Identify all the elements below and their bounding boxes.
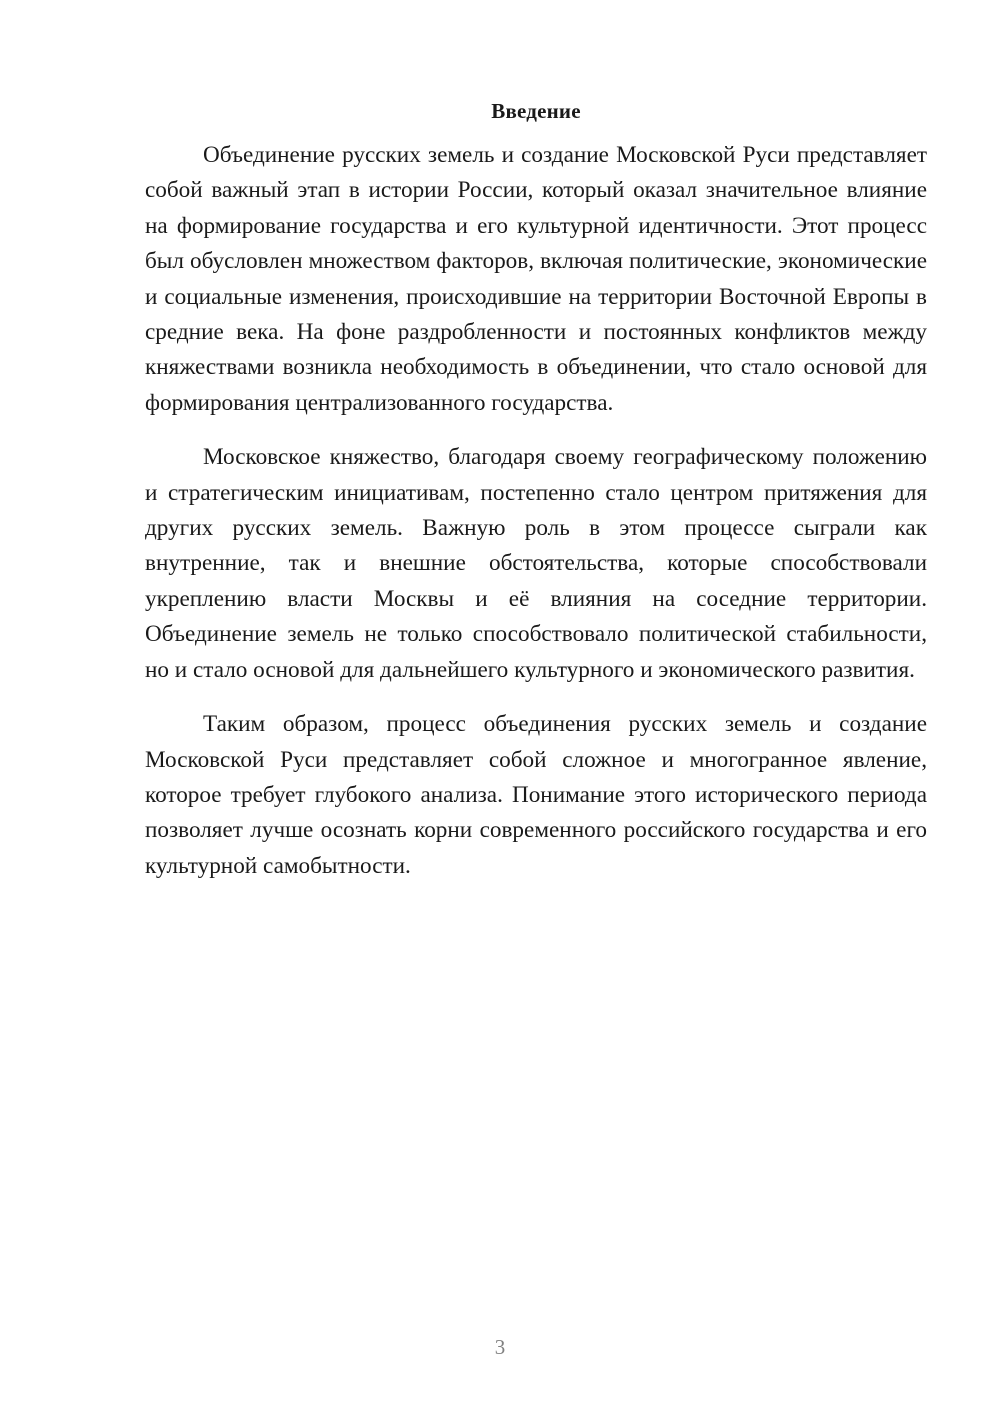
page-number: 3 bbox=[494, 1335, 506, 1359]
paragraph-2: Московское княжество, благодаря своему географическому положению и стратегическим инициативам, постепенно стало центром притяжения для других русских земель. Важную роль в этом процессе сыграли как внутренние, так и внешние обстоятельства, которые способствовали укреплению власти Москвы и её влияния на соседние территории. Объединение земель не только способствовало политической стабильности, но и стало основой для дальнейшего культурного и экономического развития. bbox=[145, 444, 927, 683]
section-heading: Введение bbox=[491, 99, 581, 123]
paragraph-3: Таким образом, процесс объединения русских земель и создание Московской Руси представляет собой сложное и многогранное явление, которое требует глубокого анализа. Понимание этого исторического периода позволяет лучше осознать корни современного российского государства и его культурной самобытности. bbox=[145, 711, 927, 879]
paragraph-1: Объединение русских земель и создание Московской Руси представляет собой важный этап в истории России, который оказал значительное влияние на формирование государства и его культурной идентичности. Этот процесс был обусловлен множеством факторов, включая политические, экономические и социальные изменения, происходившие на территории Восточной Европы в средние века. На фоне раздробленности и постоянных конфликтов между княжествами возникла необходимость в объединении, что стало основой для формирования централизованного государства. bbox=[145, 142, 927, 416]
page-content bbox=[145, 96, 927, 884]
